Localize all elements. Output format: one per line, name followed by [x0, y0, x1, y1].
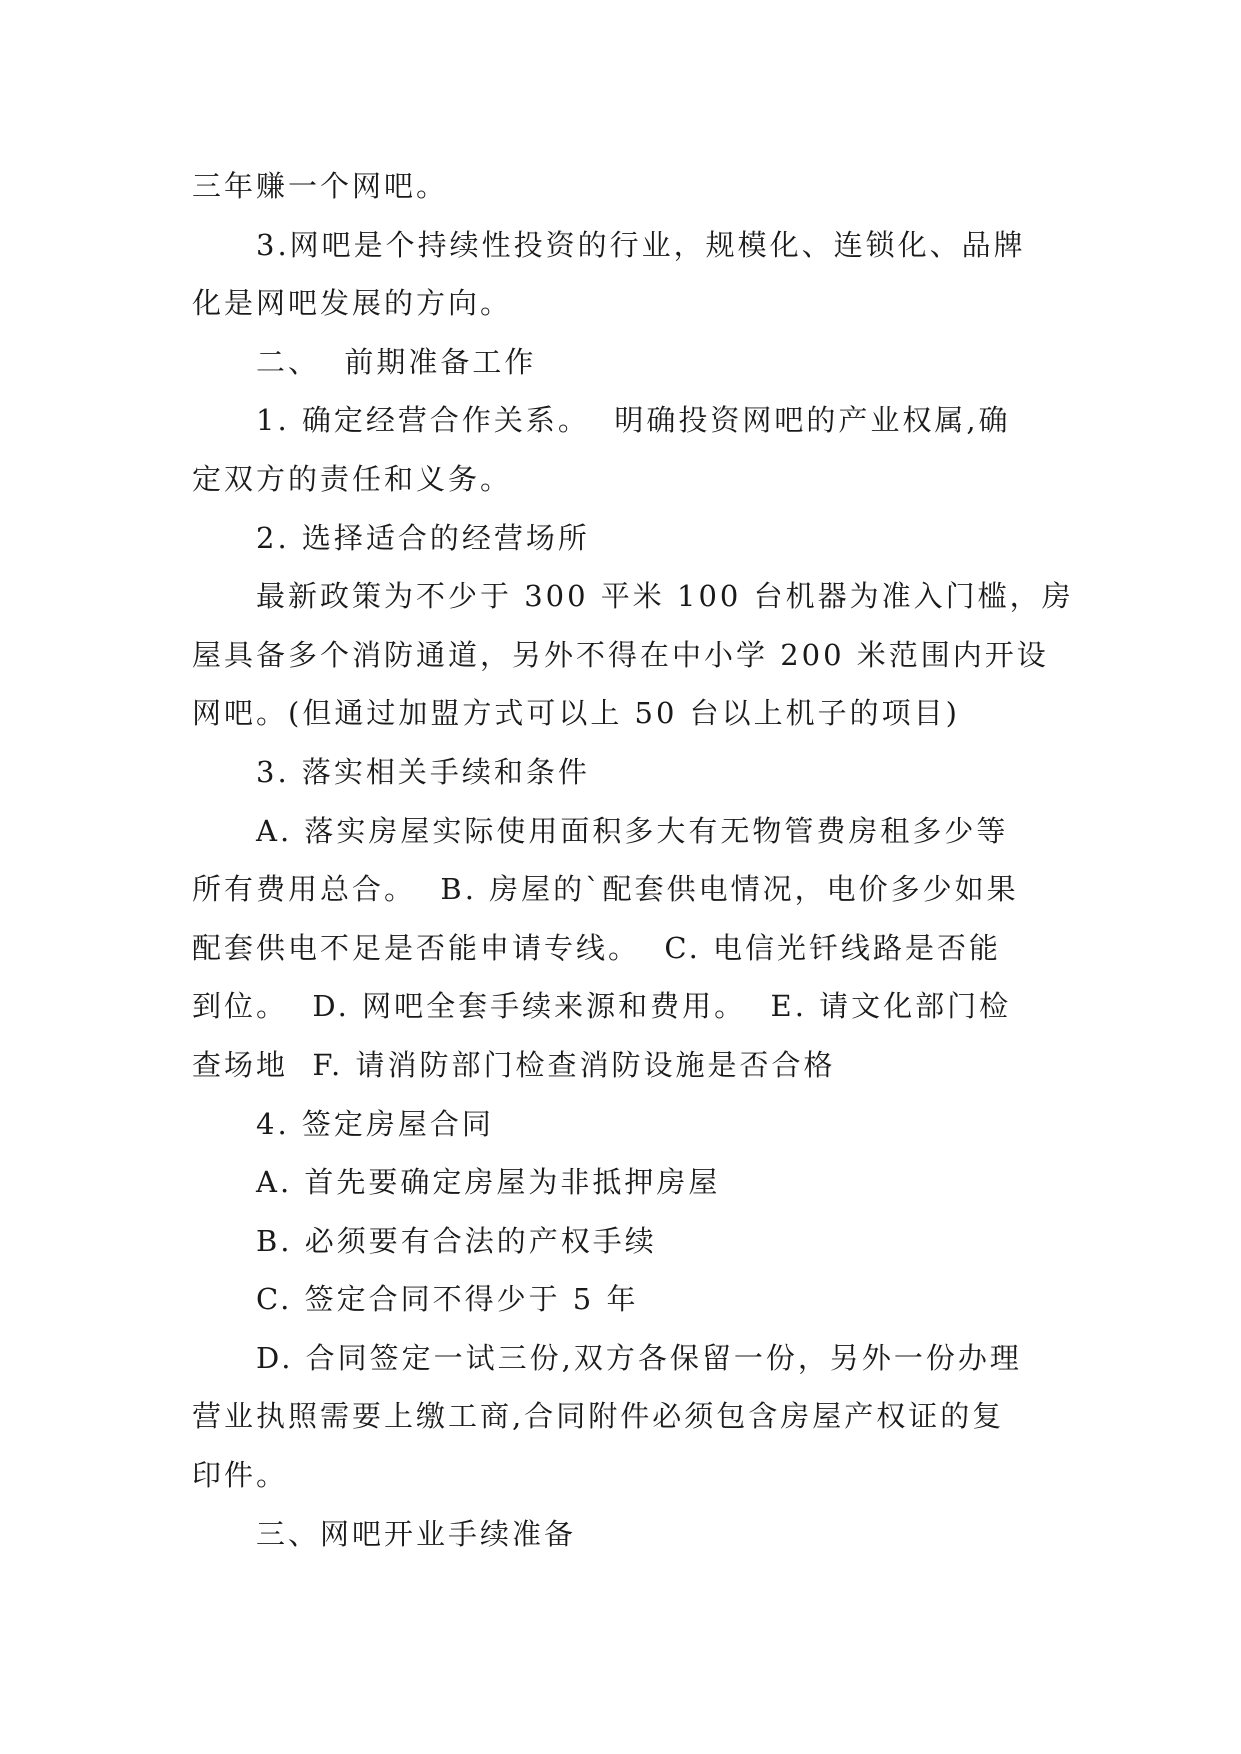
text-line-13: 所有费用总合。 B. 房屋的`配套供电情况，电价多少如果	[192, 872, 1019, 907]
text-line-17: 4. 签定房屋合同	[256, 1106, 494, 1141]
text-line-11: 3. 落实相关手续和条件	[256, 754, 590, 789]
text-line-9: 屋具备多个消防通道，另外不得在中小学 200 米范围内开设	[192, 637, 1049, 672]
text-line-6: 定双方的责任和义务。	[192, 461, 513, 496]
text-line-5: 1. 确定经营合作关系。 明确投资网吧的产业权属,确	[256, 403, 1011, 438]
text-line-22: 营业执照需要上缴工商,合同附件必须包含房屋产权证的复	[192, 1399, 1005, 1434]
section-heading-2: 二、 前期准备工作	[256, 344, 537, 379]
text-line-23: 印件。	[192, 1458, 289, 1493]
text-line-18: A. 首先要确定房屋为非抵押房屋	[256, 1165, 721, 1200]
text-line-19: B. 必须要有合法的产权手续	[256, 1223, 657, 1258]
document-body	[192, 157, 1074, 1563]
text-line-16: 查场地 F. 请消防部门检查消防设施是否合格	[192, 1047, 836, 1082]
text-line-1: 三年赚一个网吧。	[192, 169, 449, 203]
text-line-21: D. 合同签定一试三份,双方各保留一份，另外一份办理	[256, 1340, 1022, 1375]
text-line-12: A. 落实房屋实际使用面积多大有无物管费房租多少等	[256, 813, 1009, 848]
text-line-15: 到位。 D. 网吧全套手续来源和费用。 E. 请文化部门检	[192, 989, 1012, 1024]
section-heading-3: 三、网吧开业手续准备	[256, 1516, 577, 1551]
text-line-2: 3.网吧是个持续性投资的行业，规模化、连锁化、品牌	[256, 227, 1026, 262]
text-line-3: 化是网吧发展的方向。	[192, 286, 513, 321]
text-line-20: C. 签定合同不得少于 5 年	[256, 1282, 639, 1317]
text-line-8: 最新政策为不少于 300 平米 100 台机器为准入门槛，房	[256, 579, 1074, 614]
text-line-10: 网吧。(但通过加盟方式可以上 50 台以上机子的项目)	[192, 696, 960, 731]
text-line-14: 配套供电不足是否能申请专线。 C. 电信光钎线路是否能	[192, 930, 1002, 965]
text-line-7: 2. 选择适合的经营场所	[256, 520, 590, 555]
